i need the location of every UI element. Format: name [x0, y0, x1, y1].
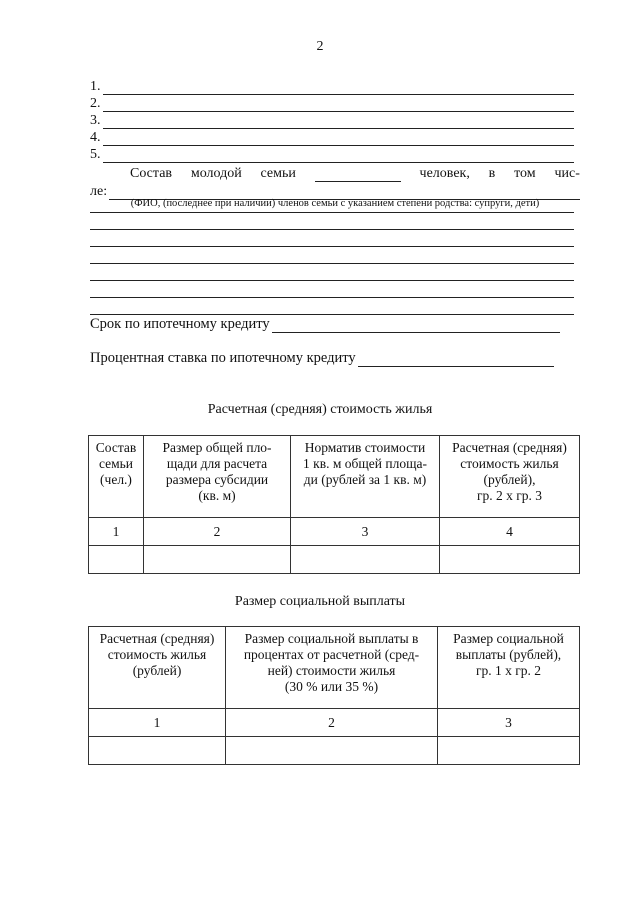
composition-word: чис- [554, 166, 580, 181]
table-header-row [89, 436, 580, 518]
estimated-cost-cell[interactable] [440, 546, 580, 574]
header-text: (кв. м) [198, 488, 236, 503]
header-text: выплаты (рублей), [455, 647, 562, 662]
header-text: ди (рублей за 1 кв. м) [303, 472, 427, 487]
payment-amount-cell[interactable] [438, 737, 580, 765]
header-text: (чел.) [100, 472, 132, 487]
composition-row [90, 166, 580, 182]
table-number-row [89, 709, 580, 737]
mortgage-term-row [90, 316, 580, 333]
column-number: 3 [291, 518, 440, 546]
header-text: гр. 1 х гр. 2 [475, 663, 542, 678]
column-number: 2 [226, 709, 438, 737]
header-text: (рублей), [483, 472, 536, 487]
header-text: Размер социальной [453, 631, 564, 646]
composition-word: молодой [190, 166, 242, 181]
table-input-row [89, 546, 580, 574]
column-number: 3 [438, 709, 580, 737]
header-text: ней) стоимости жилья [267, 663, 396, 678]
blank-line[interactable] [90, 314, 574, 315]
numbered-line-4[interactable] [90, 130, 574, 146]
blank-line [103, 149, 575, 163]
estimated-cost-cell[interactable] [89, 737, 226, 765]
blank-line [103, 98, 575, 112]
column-number: 4 [440, 518, 580, 546]
mortgage-term-field[interactable] [272, 318, 560, 333]
column-number: 1 [89, 709, 226, 737]
table1-title: Расчетная (средняя) стоимость жилья [207, 402, 433, 417]
blank-line[interactable] [90, 263, 574, 264]
housing-cost-table [88, 435, 580, 574]
header-text: семьи [98, 456, 134, 471]
header-payment-percent [226, 627, 438, 709]
numbered-line-2[interactable] [90, 96, 574, 112]
header-text: Расчетная (средняя) [99, 631, 215, 646]
line-number: 4. [90, 130, 101, 145]
header-text: щади для расчета [166, 456, 268, 471]
payment-percent-cell[interactable] [226, 737, 438, 765]
line-number: 5. [90, 147, 101, 162]
cost-norm-cell[interactable] [291, 546, 440, 574]
composition-word: том [514, 166, 536, 181]
composition-continuation: ле: [90, 184, 108, 199]
header-text: размера субсидии [165, 472, 269, 487]
table-number-row [89, 518, 580, 546]
composition-word: семьи [260, 166, 296, 181]
area-cell[interactable] [144, 546, 291, 574]
header-family-size [89, 436, 144, 518]
column-number: 2 [144, 518, 291, 546]
header-text: (30 % или 35 %) [284, 679, 379, 694]
header-cost-norm [291, 436, 440, 518]
social-payment-table [88, 626, 580, 765]
blank-line[interactable] [90, 246, 574, 247]
header-text: 1 кв. м общей площа- [303, 456, 427, 471]
table2-title: Размер социальной выплаты [234, 594, 406, 609]
numbered-line-5[interactable] [90, 147, 574, 163]
family-size-cell[interactable] [89, 546, 144, 574]
blank-line[interactable] [90, 229, 574, 230]
mortgage-rate-field[interactable] [358, 352, 554, 367]
header-text: процентах от расчетной (сред- [243, 647, 420, 662]
numbered-line-3[interactable] [90, 113, 574, 129]
header-text: стоимость жилья [107, 647, 207, 662]
blank-line[interactable] [90, 297, 574, 298]
mortgage-term-label: Срок по ипотечному кредиту [90, 316, 270, 332]
blank-line [103, 81, 575, 95]
header-text: стоимость жилья [460, 456, 559, 471]
blank-line[interactable] [90, 280, 574, 281]
header-area [144, 436, 291, 518]
column-number: 1 [89, 518, 144, 546]
header-text: Расчетная (средняя) [452, 440, 567, 455]
page-number: 2 [316, 39, 324, 54]
members-hint: (ФИО, (последнее при наличии) членов семьи с указанием степени родства: супруги, дети) [130, 198, 540, 209]
header-payment-amount [438, 627, 580, 709]
family-size-field[interactable] [315, 167, 401, 182]
composition-word: в [488, 166, 496, 181]
header-text: Состав [95, 440, 137, 455]
blank-line[interactable] [90, 212, 574, 213]
table-input-row [89, 737, 580, 765]
line-number: 1. [90, 79, 101, 94]
header-text: Размер общей пло- [162, 440, 272, 455]
composition-word: Состав [130, 166, 173, 181]
header-estimated-cost [89, 627, 226, 709]
header-estimated-cost [440, 436, 580, 518]
header-text: гр. 2 х гр. 3 [476, 488, 543, 503]
mortgage-rate-row [90, 350, 580, 367]
table-header-row [89, 627, 580, 709]
composition-word: человек, [419, 166, 470, 181]
line-number: 2. [90, 96, 101, 111]
line-number: 3. [90, 113, 101, 128]
family-composition [90, 166, 580, 200]
mortgage-rate-label: Процентная ставка по ипотечному кредиту [90, 350, 356, 366]
header-text: Норматив стоимости [304, 440, 426, 455]
numbered-line-1[interactable] [90, 79, 574, 95]
blank-line [103, 115, 575, 129]
blank-line [103, 132, 575, 146]
header-text: (рублей) [132, 663, 182, 678]
header-text: Размер социальной выплаты в [244, 631, 419, 646]
